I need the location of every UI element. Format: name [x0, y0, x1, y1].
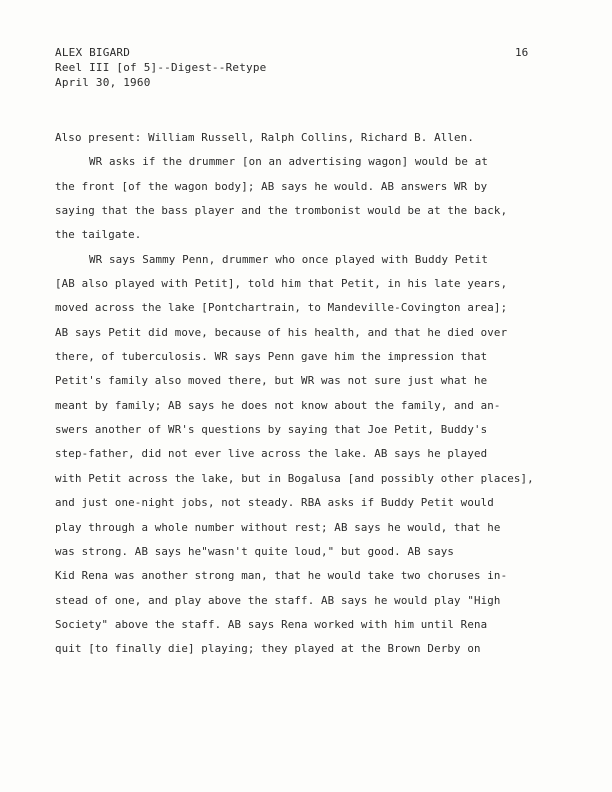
text-line: [AB also played with Petit], told him that Petit, in his late years,: [55, 277, 508, 291]
page-number: 16: [515, 46, 529, 59]
reel-info: Reel III [of 5]--Digest--Retype: [55, 61, 267, 74]
text-line: with Petit across the lake, but in Bogalusa [and possibly other places],: [55, 471, 534, 485]
text-line: meant by family; AB says he does not know about the family, and an-: [55, 398, 501, 412]
interview-date: April 30, 1960: [55, 76, 151, 89]
text-line: there, of tuberculosis. WR says Penn gave him the impression that: [55, 350, 488, 364]
document-header: [55, 45, 267, 90]
text-line: AB says Petit did move, because of his health, and that he died over: [55, 325, 508, 339]
text-line: swers another of WR's questions by saying that Joe Petit, Buddy's: [55, 423, 488, 437]
text-line: saying that the bass player and the trombonist would be at the back,: [55, 204, 508, 218]
text-line: WR says Sammy Penn, drummer who once played with Buddy Petit: [89, 252, 489, 266]
text-line: Kid Rena was another strong man, that he would take two choruses in-: [55, 569, 508, 583]
text-line: the front [of the wagon body]; AB says he would. AB answers WR by: [55, 179, 488, 193]
text-line: Society" above the staff. AB says Rena worked with him until Rena: [55, 617, 488, 631]
text-line: Petit's family also moved there, but WR was not sure just what he: [55, 374, 488, 388]
interviewee-name: ALEX BIGARD: [55, 46, 131, 59]
text-line: was strong. AB says he"wasn't quite loud," but good. AB says: [55, 544, 455, 558]
text-line: Also present: William Russell, Ralph Collins, Richard B. Allen.: [55, 131, 474, 144]
text-line: quit [to finally die] playing; they played at the Brown Derby on: [55, 642, 481, 656]
text-line: the tailgate.: [55, 228, 142, 242]
text-line: step-father, did not ever live across the lake. AB says he played: [55, 447, 488, 461]
text-line: play through a whole number without rest; AB says he would, that he: [55, 520, 501, 534]
text-line: WR asks if the drummer [on an advertising wagon] would be at: [89, 155, 489, 169]
text-line: moved across the lake [Pontchartrain, to Mandeville-Covington area];: [55, 301, 508, 315]
text-line: and just one-night jobs, not steady. RBA asks if Buddy Petit would: [55, 496, 494, 510]
transcript-body: [55, 126, 555, 662]
text-line: stead of one, and play above the staff. AB says he would play "High: [55, 593, 501, 607]
